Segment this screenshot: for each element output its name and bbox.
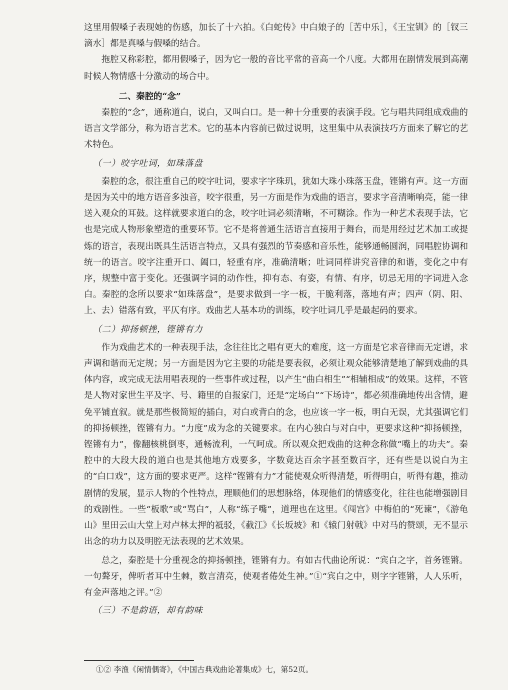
paragraph-1: 这里用假嗓子表现她的伤感，加长了十六拍。《白蛇传》中白娘子的［苦中乐］，《王宝钏》的［钗三滴水］都是真嗓与假嗓的结合。 [84,23,468,50]
subheading-3: （三）不是韵语，却有韵味 [92,606,203,617]
subheading-1: （一）咬字吐词，如珠落盘 [92,158,203,169]
paragraph-4: 秦腔的念，很注重自己的咬字吐词，要求字字珠玑，犹如大珠小珠落玉盘，铿锵有声。这一方面是因为关中的地方语音多浊音，咬字很重，另一方面是作为戏曲的语言，要求字音清晰响亮，能一律送入观众的耳鼓。这样就要求道白的念，咬字吐词必须清晰，不可糊涂。作为一种艺术表现手法，它也是完成人物形象塑造的重要环节。它不是将普通生活语言直接用于舞台，而是用经过艺术加工或提炼的语言，表现出既具生活语言特点，又具有强烈的节奏感和音乐性，能够通畅圆润，同唱腔协调和统一的语言。咬字注重开口、阖口，轻重有序，准确清晰；吐词同样讲究音律的和谐，变化之中有序，规整中富于变化。还强调字词的动作性，抑有态、有姿，有情、有序，切忌无用的字词进入念白。秦腔的念所以要求“如珠落盘”，是要求做到一字一板，干脆利落，落地有声；四声（阴、阳、上、去）错落有致，平仄有序。戏曲艺人基本功的训练，咬字吐词几乎是最起码的要求。 [84,176,468,317]
section-heading-nian: 二、秦腔的“念” [118,91,181,102]
body-text [84,20,468,621]
paragraph-5: 作为戏曲艺术的一种表现手法，念往往比之唱有更大的难度，这一方面是它求音律而无定谱，求声调和谐而无定规；另一方面是因为它主要的功能是要表叙，必须让观众能够清楚地了解到戏曲的具体内容，或完成无法用唱表现的一些事件或过程，以产生“曲白相生”“相辅相成”的效果。这样，不管是人物对家世生平及字、号、籍里的自报家门，还是“定场白”“下场诗”，都必须准确地传出含情，避免平铺直叙。就是那些极简短的插白，对白或背白的念，也应该一字一板，明白无误，尤其强调它们的抑扬顿挫，铿锵有力。“力度”成为念的关键要求。在内心独白与对白中，更要求这种“抑扬顿挫，铿锵有力”，像翻核桃倒枣，通畅流利，一气呵成。所以观众把戏曲的这种念称做“嘴上的功夫”。秦腔中的大段大段的道白也是其他地方戏要多，字数竟达百余字甚至数百字，还有些是以说白为主的“白口戏”，这方面的要求更严。这样“铿锵有力”才能使观众听得清楚，听得明白，听得有趣，推动剧情的发展，显示人物的个性特点，理顺他们的思想脉络，体现他们的情感变化，往往也能增强剧目的戏剧性。一些“板歌”或“骂白”，人称“练子嘴”，道理也在这里。《闯宫》中梅伯的“死谏”，《游龟山》里田云山大堂上对卢林太押的祗驳，《截江》《长坂坡》和《辕门射戟》中对马的赞颂，无不显示出念的功力以及明腔无法表现的艺术效果。 [84,342,468,548]
paragraph-3: 秦腔的“念”，通称道白，说白，又叫白口。是一种十分重要的表演手段。它与唱共同组成戏曲的语言文学部分，称为语言艺术。它的基本内容前已做过说明，这里集中从表演技巧方面来了解它的艺术特色。 [84,108,468,151]
paragraph-6: 总之，秦腔是十分重视念的抑扬顿挫，铿锵有力。有如古代曲论所说：“宾白之字，首务铿锵。一句聱牙，俾听者耳中生棘，数言清亮，使观者倦处生神。”①“宾白之中，则字字铿锵，人人乐听，有金声落地之评。”② [84,555,468,598]
footnote: ①② 李渔《闲情偶寄》，《中国古典戏曲论著集成》七，第52页。 [96,665,314,674]
footnote-divider [84,660,194,661]
subheading-2: （二）抑扬顿挫，铿锵有力 [92,324,203,335]
paragraph-2: 拖腔又称彩腔，都用假嗓子，因为它一般的音比平常的音高一个八度。大都用在剧情发展到高潮时候人物情感十分激动的场合中。 [84,55,468,82]
